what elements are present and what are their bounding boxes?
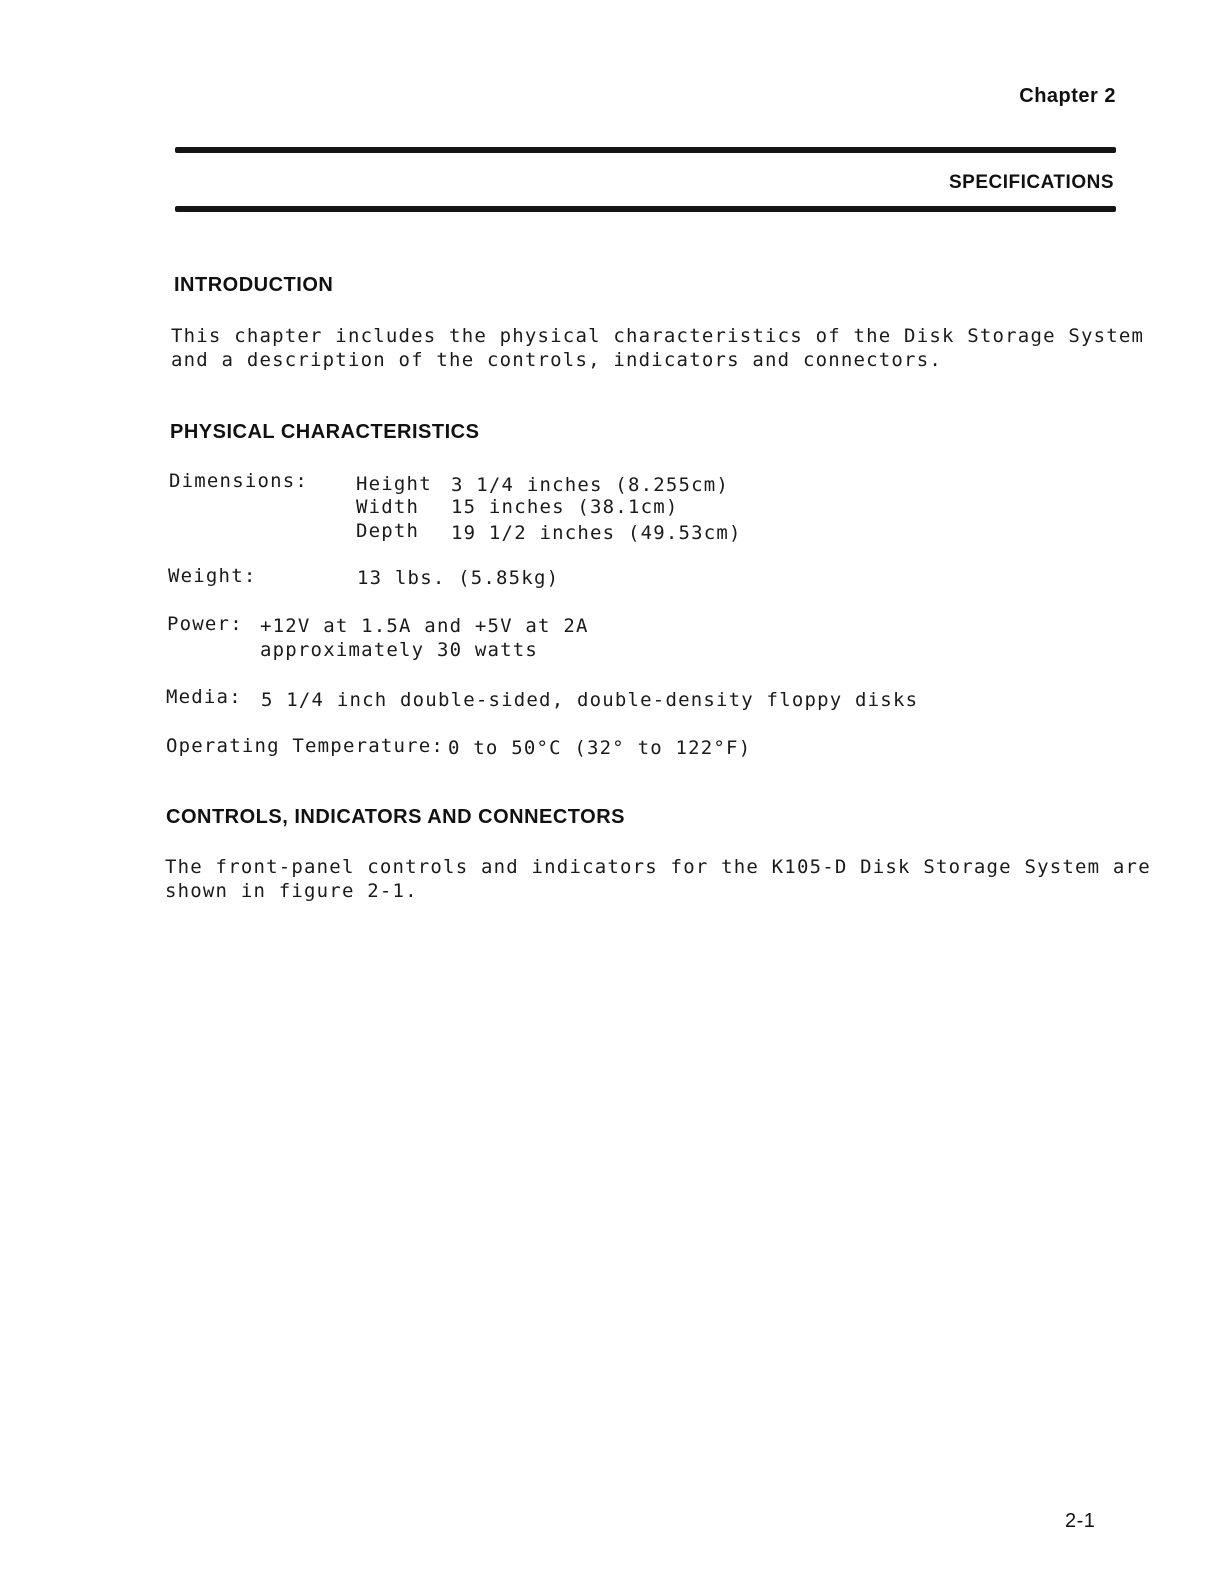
height-label: Height [356,473,432,495]
controls-heading: CONTROLS, INDICATORS AND CONNECTORS [166,806,625,828]
power-label: Power: [167,613,243,635]
depth-value: 19 1/2 inches (49.53cm) [451,522,742,544]
height-value: 3 1/4 inches (8.255cm) [451,474,730,496]
power-line-1: +12V at 1.5A and +5V at 2A [260,615,589,637]
physical-heading: PHYSICAL CHARACTERISTICS [170,421,480,443]
temperature-value: 0 to 50°C (32° to 122°F) [448,737,752,759]
temperature-label: Operating Temperature: [166,735,445,757]
chapter-label: Chapter 2 [1019,85,1116,107]
media-value: 5 1/4 inch double-sided, double-density floppy disks [261,689,919,711]
width-label: Width [356,496,420,518]
width-value: 15 inches (38.1cm) [451,496,679,518]
media-label: Media: [166,686,242,708]
page-number: 2-1 [1065,1510,1096,1532]
top-rule [175,147,1116,153]
weight-value: 13 lbs. (5.85kg) [357,567,560,589]
introduction-heading: INTRODUCTION [174,274,334,296]
introduction-line-2: and a description of the controls, indicators and connectors. [171,349,942,371]
dimensions-label: Dimensions: [169,470,309,492]
section-title: SPECIFICATIONS [949,172,1114,193]
introduction-line-1: This chapter includes the physical characteristics of the Disk Storage System [171,325,1145,347]
controls-line-1: The front-panel controls and indicators for the K105-D Disk Storage System are [165,856,1151,878]
power-line-2: approximately 30 watts [260,639,539,661]
controls-line-2: shown in figure 2-1. [165,880,418,902]
bottom-rule [175,206,1116,212]
depth-label: Depth [356,520,420,542]
weight-label: Weight: [168,565,257,587]
